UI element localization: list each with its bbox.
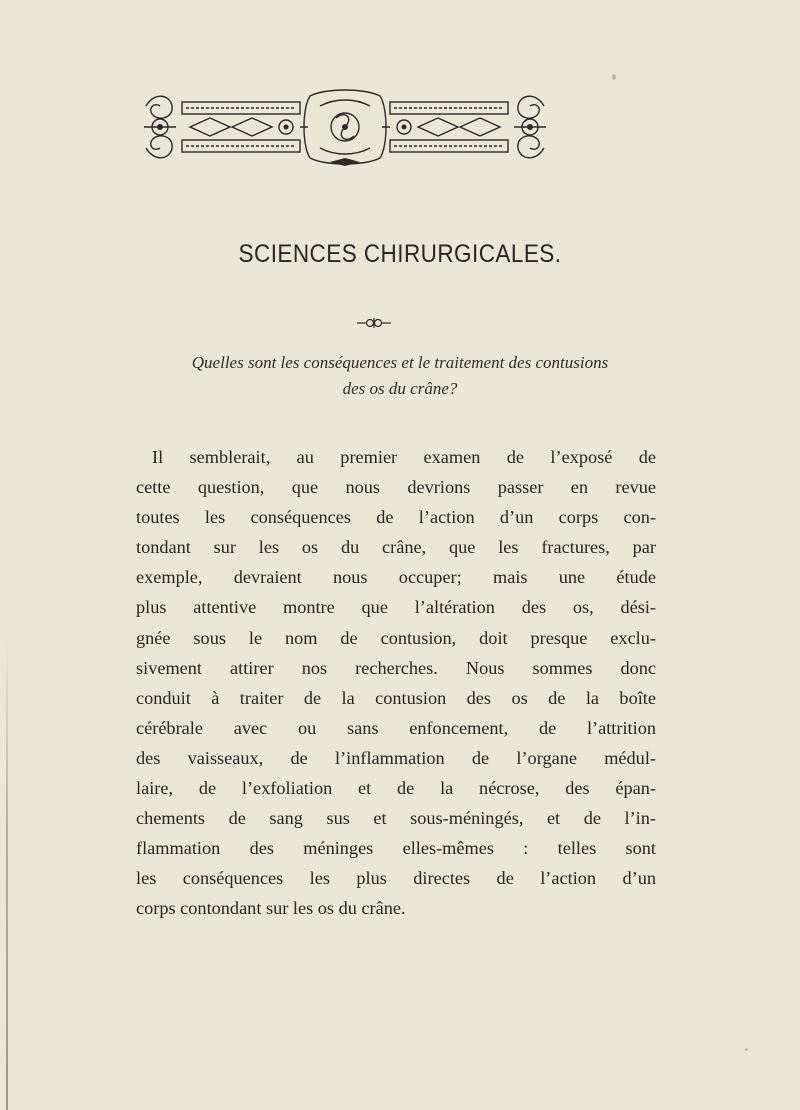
fleuron-divider [356, 316, 392, 330]
question-line-1: Quelles sont les conséquences et le traitement des contusions [191, 353, 609, 372]
body-line: exemple, devraient nous occuper; mais une étude [136, 567, 656, 588]
body-line: tondant sur les os du crâne, que les fractures, par [136, 537, 656, 558]
body-line: gnée sous le nom de contusion, doit presque exclu- [136, 627, 656, 648]
body-line: conduit à traiter de la contusion des os de la boîte [136, 687, 656, 708]
body-line: chements de sang sus et sous-méningés, et de l’in- [136, 808, 656, 829]
body-line: Il semblerait, au premier examen de l’exposé de [152, 447, 656, 467]
body-line: des vaisseaux, de l’inflammation de l’organe médul- [136, 747, 656, 768]
body-line: les conséquences les plus directes de l’action d’un [136, 868, 656, 889]
body-paragraph [136, 442, 656, 924]
body-line: laire, de l’exfoliation et de la nécrose, des épan- [136, 778, 656, 799]
question-heading [120, 350, 680, 402]
section-title: SCIENCES CHIRURGICALES. [238, 240, 562, 268]
body-line: corps contondant sur les os du crâne. [136, 898, 406, 919]
body-line: flammation des méninges elles-mêmes : telles sont [136, 838, 656, 859]
paper-speck [612, 74, 616, 80]
page-edge-shadow [6, 640, 8, 1110]
body-line: cette question, que nous devrions passer en revue [136, 477, 656, 498]
paper-speck [745, 1048, 748, 1051]
decorative-headpiece-ornament [140, 88, 550, 166]
body-line: plus attentive montre que l’altération des os, dési- [136, 597, 656, 618]
question-line-2: des os du crâne? [342, 379, 458, 398]
body-line: toutes les conséquences de l’action d’un corps con- [136, 507, 656, 528]
body-line: sivement attirer nos recherches. Nous sommes donc [136, 657, 656, 678]
body-line: cérébrale avec ou sans enfoncement, de l’attrition [136, 717, 656, 738]
